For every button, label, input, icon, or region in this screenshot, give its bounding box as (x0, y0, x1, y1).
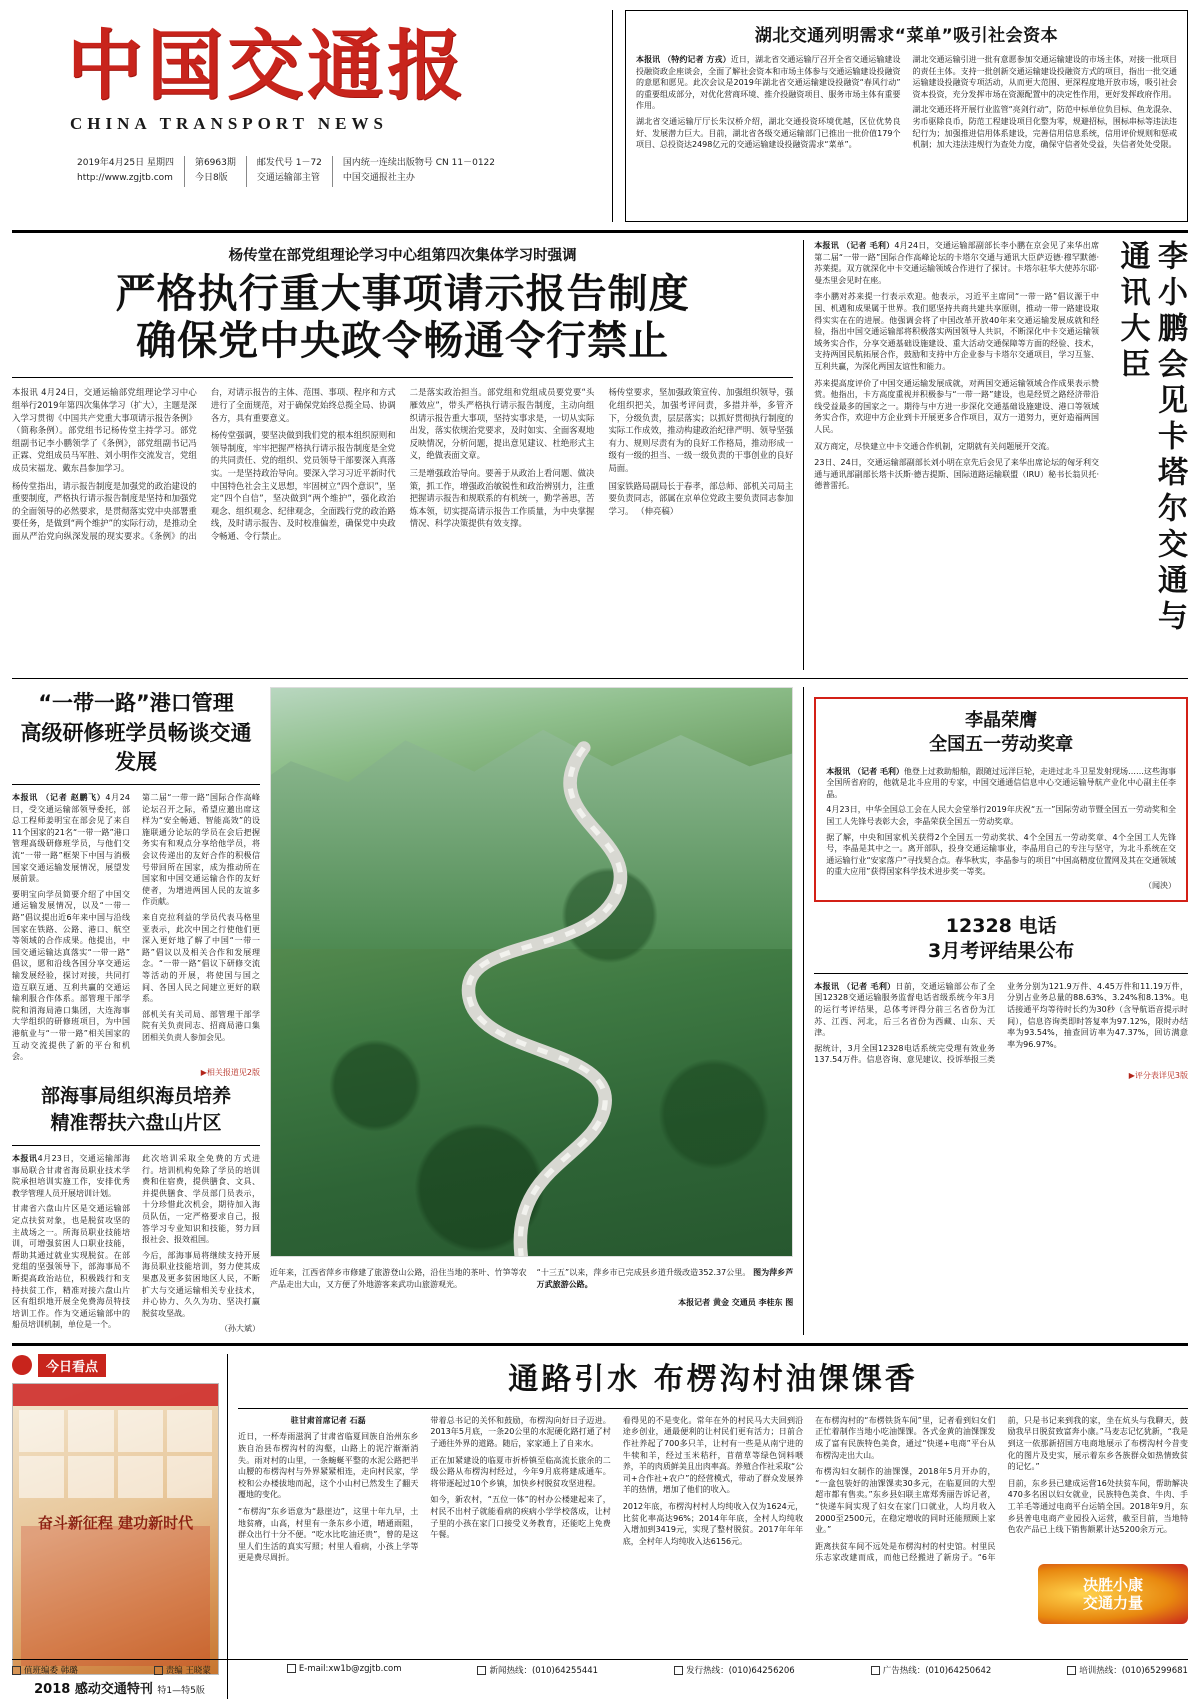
bullet-icon (477, 1666, 486, 1675)
today-highlight-tag: 今日看点 (38, 1354, 106, 1377)
issue-number: 第6963期 (194, 158, 236, 168)
haishi-p2: 甘肃省六盘山片区是交通运输部定点扶贫对象，也是脱贫攻坚的主战场之一。所海员职业技能培训，可增强贫困人口职业技能，帮助其通过就业实现脱贫。在部党组的坚强领导下，部海事局不断提高政治站位，积极践行和支持扶贫工作，精准对接六盘山片区有组织地开展全免费海员特技培训工作。作为交通运输部中的船员培训机制，单位是一个。 (12, 1204, 130, 1330)
thumbnail-header-bar (13, 1384, 218, 1406)
lead-para-3: 杨传堂强调，要坚决做到我们党的根本组织原则和领导制度，牢牢把握严格执行请示报告制度是全党的共同责任、党的组织、党员领导干部要深入真落实。一是坚持政治导向。要深入学习习近平新时代中国特色社会主义思想，牢固树立“四个意识”，坚定“四个自信”，坚决做到“两个维护”，强化政治观念、组织观念、纪律观念，全面践行党的政治路线，及时请示报告、及时校准偏差，确保党中央政令畅通、令行禁止。 (210, 430, 396, 542)
masthead-issue-block (185, 156, 247, 187)
feature-p11: 目前，东乡县已建成运营16处扶贫车间，帮助解决470多名困以妇女就业，民族特色美食、牛肉、手工羊毛等通过电商平台运销全国。2018年9月，东乡县普电电商产业园投入运营，截至目前，当地特色农产品已上线下销售额累计达5200余万元。 (1007, 1478, 1188, 1535)
feature-byline-label: 驻甘肃首席记者 (290, 1415, 347, 1425)
lead-article (12, 240, 804, 670)
masthead-cn-block (333, 156, 505, 187)
masthead-right (612, 10, 1188, 222)
footer-email[interactable] (287, 1664, 402, 1676)
feature-p9: 布楞沟妇女制作的油馃馃，2018年5月开办的，“一盒包装好的油馃馃卖30多元，在临夏回的大型超市都有售卖。”东乡县妇联主席郑秀丽告诉记者，“快递车间实现了妇女在家门口就业，人均月收入2000至2500元，在稳定增收的同时还能照顾上家业。” (815, 1467, 996, 1535)
lead-para-6: 杨传堂要求，坚加强政策宣传、加强组织领导，强化组织把关，加强考评问责，多措并举，多管齐下，分级负责，层层落实；以抓好贯彻执行制度的实际工作成效，推动构建政治纪律严明、领导坚强有力、规则尽责有为的良好工作格局，推动形成一级有一级的担当、一级一级负责的干事创业的良好局面。 (608, 387, 794, 474)
newspaper-title: 中国交通报 (67, 21, 467, 110)
masthead-meta (67, 156, 612, 187)
bullet-icon (1067, 1666, 1076, 1675)
publisher: 中国交通报社主办 (342, 173, 415, 184)
footer-training-hotline (1067, 1664, 1188, 1676)
thumbnail-slogan: 奋斗新征程 建功新时代 (37, 1513, 194, 1532)
feature-p6: 看得见的不是变化。常年在外的村民马大夫回到沿途乡创业，通最便利的让村民们更有活力；日前合作社养起了700多只羊，让村有一些是从南宁进的牛犊和羊，经过玉米秸秆，苜蓿草等绿色饲料喂养，羊的肉质鲜美且出肉率高。养殖合作社采取“公司+合作社+农户”的经营模式，带动了群众发展养羊的热情，增加了他们的收入。 (622, 1415, 804, 1495)
award-p2: 4月23日，中华全国总工会在人民大会堂举行2019年庆祝“五一”国际劳动节暨全国五一劳动奖和全国工人先锋号表彰大会，李晶荣获全国五一劳动奖章。 (826, 805, 1176, 826)
side-top-p2: 李小鹏对苏来提一行表示欢迎。他表示，习近平主席同“一带一路”倡议源于中国、机遇和成果属于世界。我们愿坚持共商共建共享原则，推动一带一路建设取得实实在在的进展。他强调会将了中国改革开放40年来交通运输发展成就和经验，指出中国交通运输部将积极落实两国领导人共识，不断深化中卡交通运输领域务实合作，分享交通基础设施建设、重大活动交通保障等方面的经验、技术，支持两国民航拓展合作，鼓励和支持中方企业参与卡塔尔交通项目，学习互鉴、互利共赢，为深化两国友谊性和能力。 (814, 292, 1099, 371)
top-news-p4: 湖北交通还将开展行业监管“亮剑行动”，防范中标单位负目标、鱼龙混杂、劣币驱除良币，防范工程建设项目化整为零，规避招标，围标串标等违法违纪行为；加强推进信用体系建设，完善信用信息系统，信用评价规则和惩戒机制；加大违法违规行为查处力度，确保守信者处受益，失信者处处受限。 (912, 105, 1177, 150)
thumbnail-grid (19, 1410, 212, 1500)
side-top-p5: 23日、24日，交通运输部副部长刘小明在京先后会见了来华出席论坛的匈牙利交通与通讯部副部长塔卡沃斯·德吉提斯、国际道路运输联盟（IRU）秘书长翁贝托·德普雷托。 (814, 458, 1099, 491)
bullet-icon (674, 1666, 683, 1675)
award-body (826, 766, 1176, 892)
hotline-headline-1: 12328 电话 (945, 914, 1057, 937)
lead-body (12, 386, 793, 542)
side-top-p4: 双方商定，尽快建立中卡交通合作机制，定期就有关问题展开交流。 (814, 441, 1055, 451)
belt-road-p2: 要明宝向学员简要介绍了中国交通运输发展情况，以及“一带一路”倡议提出近6年来中国与沿线国家在铁路、公路、港口、航空等领域的合作成果。他提出，中国交通运输达真落实“一带一路”倡议，愿和沿线各国分享交通运输发展经验，探讨对接，共同打造互联互通、互利共赢的交通运输利服合作体系。部管理干部学院和消海局港口集团，大连海事大学组织的研修班项目，为中国港航业与“一带一路”相关国家的互动交流提供了新的平台和机会。 (12, 889, 130, 1062)
footer-ad-hotline (871, 1664, 992, 1676)
photo-road (271, 688, 792, 1256)
footer-ad-hotline-text: 广告热线：(010)64250642 (882, 1666, 992, 1676)
belt-road-source: 本报讯 （记者 赵鹏飞） (12, 793, 106, 803)
side-top-article (804, 240, 1188, 670)
belt-road-reference[interactable]: ▶相关报道见2版 (200, 1067, 260, 1077)
lead-para-1: 本报讯 4月24日，交通运输部党组理论学习中心组举行2019年第四次集体学习（扩大），主题是深入学习贯彻《中国共产党重大事项请示报告条例》（简称条例）。部党组书记杨传堂主持学习。部党组副书记李小鹏领学了《条例》，部党组副书记冯正霖、党组成员马军胜、刘小明作交流发言，党组成员宋福龙、戴东昌参加学习。 (12, 387, 197, 474)
footer-editor (154, 1664, 211, 1676)
feature-headline: 通路引水 布楞沟村油馃馃香 (508, 1361, 918, 1397)
feature-p8: 在布楞沟村的“布楞铁货车间”里，记者看到妇女们正忙着制作当地小吃油馃馃。各式金黄的油馃馃发成了富有民族特色美食，通过“快递+电商”平台从布楞沟走出大山。 (815, 1415, 996, 1460)
footer-duty-text: 值班编委 韩璐 (24, 1666, 78, 1676)
thumbnail-cell (68, 1410, 113, 1452)
bullet-icon (12, 1666, 21, 1675)
feature-p5: 如今，新农村，“五位一体”的村办公楼建起来了，村民不出村子就能看病的疾病小学学校落成，让村子里的小孩在家门口接受义务教育，还能吃上免费午餐。 (430, 1495, 611, 1540)
haishi-p1: 4月23日，交通运输部海事局联合甘肃省海员职业技术学院承担培训实施工作，安排优秀教学管理人员开展培训计划。 (12, 1153, 130, 1198)
feature-p7: 2012年底，布楞沟村村人均纯收入仅为1624元，比贫化率高达96%；2014年年底，全村人均纯收入增加到3419元，实现了整村脱贫。2017年年年底，全村年人均纯收入达6156元。 (622, 1502, 804, 1546)
haishi-p3: 此次培训采取全免费的方式进行。培训机构免除了学员的培训费和住宿费，提供膳食、文具、并提供膳食、学员部门员表示，十分珍惜此次机会，期待加入海员队伍，一定严格要求自己，报答学习专业知识和技能，努力回报社会、报效祖国。 (142, 1153, 260, 1245)
sponsor: 交通运输部主管 (256, 173, 320, 184)
seal-icon (12, 1355, 32, 1375)
photo-caption-bold: 图为萍乡芦万武旅游公路。 (536, 1268, 794, 1289)
thumbnail-cell (118, 1456, 163, 1498)
haishi-signature: （孙大斌） (220, 1324, 260, 1334)
lead-para-4: 二是落实政治担当。部党组和党组成员要党要“头雁效应”，带头严格执行请示报告制度，主动向组织请示报告重大事项，坚持实事求是，一切从实际出发，落实依规治党要求，及时如实、全面客观地反映情况，分析问题，提出意见建议、杜绝形式主义，绝做表面文章。 (409, 387, 595, 461)
special-issue-pages: 特1—特5版 (157, 1685, 205, 1696)
feature-body (238, 1415, 1188, 1564)
hotline-headline-2: 3月考评结果公布 (928, 940, 1075, 963)
bullet-icon (871, 1666, 880, 1675)
lead-headline-line2: 确保党中央政令畅通令行禁止 (136, 318, 670, 365)
top-news-p2: 湖北省交通运输厅厅长朱汉桥介绍，湖北交通投资环境优越，区位优势良好、发展潜力巨大。目前，湖北省各级交通运输部门已推出一批价值179个项目、总投资达2498亿元的交通运输建设投融资需求“菜单”。 (636, 116, 901, 150)
publish-date: 2019年4月25日 星期四 (77, 158, 174, 168)
feature-p4: 正在加紧建设的临夏市折桥镇至临高流长旅余的二级公路从布楞沟村经过，今年9月底将建成通车。将带逐起过10个乡镇，加快乡村脱贫攻坚进程。 (430, 1455, 611, 1488)
hotline-body (814, 981, 1188, 1066)
feature-photo (270, 687, 793, 1257)
belt-road-headline-2: 高级研修班学员畅谈交通发展 (20, 721, 252, 774)
side-top-body (814, 240, 1107, 670)
photo-caption-1: 近年来，江西省萍乡市修建了旅游登山公路，沿住当地的茶叶、竹笋等农产品走出大山，又方便了外地游客来武功山旅游观光。 (270, 1268, 527, 1289)
page-footer (12, 1659, 1188, 1676)
today-highlight (12, 1354, 227, 1699)
photo-credit: 本报记者 黄金 交通员 李桂东 图 (678, 1298, 794, 1307)
lead-para-5: 三是增强政治导向。要善于从政治上看问题、做决策，抓工作，增强政治敏锐性和政治辨别力，注重把握请示报告和规联系的有机统一，勤学善思，苦炼本领，切实提高请示报告工作质量，为中央掌握情况、科学决策提供有效支撑。 (409, 468, 595, 529)
top-news-headline: 湖北交通列明需求“菜单”吸引社会资本 (754, 26, 1059, 46)
masthead (12, 10, 1188, 222)
award-headline-1: 李晶荣膺 (965, 710, 1038, 731)
masthead-code-block (247, 156, 333, 187)
photo-caption-2 (537, 1267, 794, 1291)
bullet-icon (154, 1666, 163, 1675)
page-count: 今日8版 (194, 173, 228, 184)
thumbnail-cell (118, 1410, 163, 1452)
hotline-reference[interactable]: ▶评分表详见3版 (1128, 1070, 1188, 1080)
masthead-date-block (67, 156, 185, 187)
bullet-icon (287, 1664, 296, 1673)
thumbnail-cell (167, 1410, 212, 1452)
belt-road-p5: 部机关有关司局、部管理干部学院有关负责同志、招商局港口集团相关负责人参加会见。 (142, 1009, 260, 1042)
belt-road-headline-1: “一带一路”港口管理 (38, 691, 234, 715)
footer-training-hotline-text: 培训热线：(010)65299681 (1079, 1666, 1188, 1676)
hotline-source: 本报讯 （记者 毛利） (814, 981, 896, 991)
campaign-logo-line2: 交通力量 (1082, 1594, 1143, 1612)
footer-duty-editor (12, 1664, 78, 1676)
lead-para-2: 杨传堂指出，请示报告制度是加强党的政治建设的重要制度，严格执行请示报告制度是坚持和加强党的全面领导的必然要求，是贯彻落实党中央部署重要任务，是做到“两个维护”的实际行动，是推动全面从严治党向纵深发展的现实要求。《条例》的出台，对请示报告的主体、范围、事项、程序和方式进行了全面规范，对于确保党始终总揽全局、协调各方，具有重要意义。 (12, 387, 396, 542)
feature-p3: 带着总书记的关怀和鼓励，布楞沟向好日子迈进。2013年5月底，一条20公里的水泥硬化路打通了村子通往外界的道路。随后，家家通上了自来水。 (430, 1415, 611, 1449)
thumbnail-cell (19, 1410, 64, 1452)
side-top-source: 本报讯 （记者 毛利） (814, 241, 895, 250)
top-news-p1: 近日，湖北省交通运输厅召开全省交通运输建设投融资政企座谈会，全面了解社会资本和市场主体参与交通运输建设投融资的意愿和愿见。此次会议是2019年湖北省交通运输建设投融资“春风行动”的重要组成部分，对优化营商环境、推介投融资项目、服务市场主体有重要作用。 (636, 55, 901, 111)
haishi-body (12, 1153, 260, 1335)
newspaper-title-en: CHINA TRANSPORT NEWS (70, 114, 388, 133)
top-news-p3: 湖北交通运输引进一批有意愿参加交通运输建设的市场主体，对接一批项目的责任主体。支持一批创新交通运输建设投融资方式的项目，指出一批交通运输建设投融资专项活动，从而更大范围、更深程度地开放市场，吸引社会资本投资，充分发挥市场在资源配置中的决定性作用，更好发挥政府作用。 (912, 55, 1177, 99)
special-issue-title: 2018 感动交通特刊 (34, 1681, 153, 1697)
footer-issue-hotline (674, 1664, 795, 1676)
belt-road-p1: 4月24日，受交通运输部领导委托，部总工程师姜明宝在部会见了来自11个国家的21名“一带一路”港口管理高级研修班学员，与他们交流“一带一路”框架下中国与消极国家交通运输发展情况，展望发展前景。 (12, 793, 130, 884)
haishi-headline-2: 精准帮扶六盘山片区 (50, 1112, 222, 1135)
belt-road-p3: 第二届“一带一路”国际合作高峰论坛召开之际，希望应邀出席这样为“安全畅通、智能高效”的设施联通分论坛的学员在会后把握务实有和观点分享给他学员，将会议传递出的友好合作的积极信号带回所在国家，成为推动所在国家和中国交通运输合作的友好使者，为增进两国人民的友谊多作贡献。 (142, 793, 260, 907)
thumbnail-cell (167, 1456, 212, 1498)
footer-issue-hotline-text: 发行热线：(010)64256206 (686, 1666, 795, 1676)
today-highlight-header (12, 1354, 227, 1377)
middle-right (804, 687, 1188, 1335)
award-p1: 他登上过救助船舶，跟随过远洋巨轮，走进过北斗卫星发射现场……这些海事全国所省府的，他就是北斗应用的专家，中国交通通信信息中心交通运输导航产业化中心副主任李晶。 (826, 766, 1176, 799)
belt-road-p4: 来自克拉利益的学员代表马格里亚表示，此次中国之行使他们更深入更好地了解了中国“一带一路”倡议以及相关合作和发展理念。“一带一路”倡议下研修交流等活动的开展，将使国与国之间、各国人民之间建立更好的联系。 (142, 912, 260, 1004)
masthead-divider (12, 230, 1188, 233)
middle-section (12, 678, 1188, 1335)
post-code: 邮发代号 1－72 (256, 158, 322, 168)
lead-rule (12, 377, 793, 378)
feature-article (227, 1354, 1188, 1699)
top-news-source: 本报讯 （特约记者 方戎） (636, 55, 731, 64)
footer-editor-text: 责编 王晓蒙 (165, 1666, 211, 1676)
belt-road-body (12, 792, 260, 1063)
hotline-p2: 据统计，3月全国12328电话系统完受理有效业务137.54万件。信息咨询、意见建议、投诉举报三类业务分别为121.9万件、4.45万件和11.19万件，分别占业务总量的88.63%、3.24%和8.13%。电话接通平均等待时长约为30秒（含导航语音提示时间），信息咨询类即时答复率为97.12%，限时办结率为93.54%，抽查回访率为47.37%，回访满意率为96.97%。 (814, 981, 1188, 1065)
lead-kicker: 杨传堂在部党组理论学习中心组第四次集体学习时强调 (228, 248, 577, 264)
footer-news-hotline (477, 1664, 598, 1676)
award-box (814, 697, 1188, 902)
top-news-body (636, 54, 1177, 153)
footer-news-hotline-text: 新闻热线：(010)64255441 (489, 1666, 599, 1676)
special-issue-thumbnail[interactable] (12, 1383, 219, 1675)
feature-p1: 近日，一杯寿雨滋润了甘肃省临夏回族自治州东乡族自治县布楞沟村的沟壑，山路上的泥泞渐渐消失。雨对村的山里，一条蜿蜒平整的水泥公路把半山腰的布楞沟村与外界紧紧相连，走向村民家，学校和公办楼拔地而起，这个小山村已然发生了翻天覆地的变化。 (238, 1432, 419, 1500)
lead-para-7: 国家铁路局副局长于春孝，部总师、部机关司局主要负责同志，部属在京单位党政主要负责同志参加学习。 （伸亮稿） (608, 480, 794, 516)
thumbnail-main-art (21, 1526, 210, 1666)
bottom-section (12, 1343, 1188, 1699)
thumbnail-cell (68, 1456, 113, 1498)
middle-left (12, 687, 804, 1335)
photo-caption-2-text: “十三五”以来，萍乡市已完成县乡道升级改造352.37公里。 (536, 1268, 751, 1277)
lead-headline-line1: 严格执行重大事项请示报告制度 (115, 271, 690, 317)
main-top-section (12, 240, 1188, 670)
award-signature: （闻泱） (1144, 880, 1176, 890)
footer-email-text: E-mail:xw1b@zgjtb.com (298, 1664, 402, 1674)
campaign-logo (1038, 1564, 1188, 1624)
cn-number: 国内统一连续出版物号 CN 11－0122 (342, 158, 496, 168)
haishi-p4: 今后，部海事局将继续支持开展海员职业技能培训，努力使其成果惠及更多贫困地区人民，不断扩大与交通运输相关专业技术，并心协力、久久为功、坚决打赢脱贫攻坚战。 (142, 1250, 260, 1318)
award-source: 本报讯 （记者 毛利） (826, 766, 904, 776)
feature-p10: 距离扶贫车间不远处是布楞沟村的村史馆。村里民乐志家改建而成，而他已经搬进了新房子。“6年前，只是书记来到我的家，坐在炕头与我聊天，鼓励我早日脱贫致富奔小康。”马麦志记忆犹新，“我是到这一依那新招国方电商地展示了布楞沟村今昔变化的图片及史实，展示着东乡各族群众如热情致贫的记忆。” (815, 1415, 1188, 1563)
side-top-vertical-headline: 李小鹏会见卡塔尔交通与通讯大臣 (1114, 240, 1187, 636)
side-top-p3: 苏来提高度评价了中国交通运输发展成就，对两国交通运输领域合作成果表示赞赏。他指出，卡方高度重视并积极参与“一带一路”建设，也是经贸之路经济带沿线受益最多的国家之一。期待与中方进一步深化交通基础设施建设、港口等领域务实合作，欢迎中方企业到卡开展更多合作项目，双方一道努力，更好造福两国人民。 (814, 378, 1099, 434)
hotline-p1: 日前，交通运输部公布了全国12328交通运输服务监督电话省级系统今年3月的运行考评结果，总体考评得分前三名省份为江苏、江西、河北，后三名省份为西藏、山东、天津。 (814, 981, 996, 1038)
campaign-logo-line1: 决胜小康 (1082, 1576, 1143, 1594)
website-url[interactable]: http://www.zgjtb.com (77, 173, 173, 184)
feature-p2: “布楞沟”东乡语意为“悬崖边”，这里十年九早，土地贫瘠，山高，村里有一条东乡小道，晴通雨阻，群众出行十分不便。“吃水比吃油还贵”，曾的是这里人们生活的真实写照；村里人看病，小孩上学等更是费尽周折。 (238, 1507, 419, 1563)
masthead-left (12, 10, 612, 222)
feature-byline-name: 石磊 (349, 1415, 366, 1425)
haishi-headline-1: 部海事局组织海员培养 (40, 1084, 231, 1107)
haishi-source: 本报讯 (12, 1153, 38, 1163)
side-top-p1: 4月24日，交通运输部副部长李小鹏在京会见了来华出席第二届“一带一路”国际合作高峰论坛的卡塔尔交通与通讯大臣萨迈德·穆罕默德·苏莱提。双方就深化中卡交通运输领域合作进行了探讨。卡塔尔驻华大使苏尔耶·曼杰里会见时在座。 (814, 241, 1099, 285)
thumbnail-cell (19, 1456, 64, 1498)
top-news-box (625, 10, 1188, 222)
award-p3: 据了解，中央和国家机关获得2个全国五一劳动奖状、4个全国五一劳动奖章、4个全国工人先锋号，李晶是其中之一。离开部队，投身交通运输事业，李晶用自己的专注与坚守，为北斗系统在交通运输行业“安家落户”寻找契合点。春华秋实，李晶参与的项目“中国高精度位置网及其在交通领域的重大应用”获得国家科学技术进步奖一等奖。 (826, 832, 1176, 877)
award-headline-2: 全国五一劳动奖章 (929, 734, 1074, 756)
